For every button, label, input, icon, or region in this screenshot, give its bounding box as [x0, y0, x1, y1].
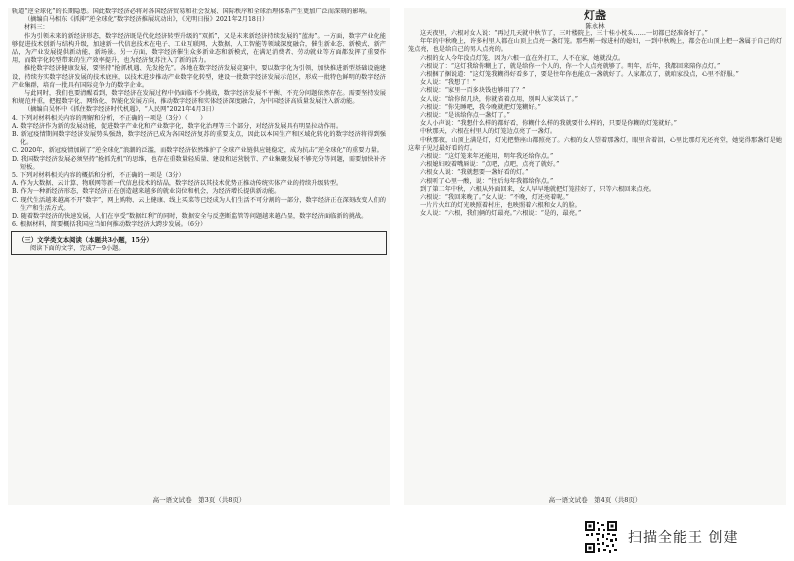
question-4: 4. 下列对材料相关内容的理解和分析，不正确的一项是（3分）（ ）	[12, 114, 207, 122]
question-5: 5. 下列对材料相关内容的概括和分析，不正确的一项是（3分）	[12, 172, 185, 180]
story-title: 灯盏	[584, 9, 606, 22]
exam-page-right	[404, 8, 786, 505]
story-body	[404, 30, 786, 219]
story-paragraph: 一片片火红的灯光映照着村庄，也映照着六根和女人的脸。	[420, 202, 581, 210]
source-citation-2: （摘编自吴怀中《抓住数字经济时代机遇》，“人民网”2021年4月3日）	[24, 106, 218, 114]
material3-paragraph-2: 推抡数字经济健康发展，要坚持“抢抓机遇、先发抢先”。各地在数字经济发展竞赛中，要以数字化为引领，加快推进新型基础设施建设，持续夯实数字经济发展的技术底座，以技术进步推动产业数字化转型，建设一批数字经济发展示范区，形成一批特色鲜明的数字经济产业集群，培育一批具有国际竞争力的数字企业。	[12, 65, 386, 89]
story-paragraph: 六根的女人今年没点灯笼，因为六根一直在外打工，人不在家，她就没点。	[420, 54, 625, 62]
story-paragraph: 女人说：“六根，我们俩的灯最亮。”六根说：“是的，最亮。”	[420, 210, 582, 218]
material3-heading: 材料三：	[24, 24, 49, 32]
question-6: 6. 根据材料，简要概括我国应当如何推动数字经济大跨步发展。（6分）	[12, 221, 207, 229]
story-paragraph: 女人小声说：“我想什么样的都好看，你糊什么样的我就要什么样的，只要是你糊的灯笼就好。”	[420, 120, 677, 128]
story-paragraph: 六根捆了捆说道：“这灯笼我糊得好看多了，要是往年你也能点一盏就好了。人家都点了，就咱家没点，心里不舒服。”	[420, 71, 739, 79]
section3-heading: （三）文学类文本阅读（本题共3小题，15分）	[18, 236, 153, 245]
story-paragraph: 六根说：“这灯笼来年还能用，明年我还给你点。”	[420, 153, 554, 161]
exam-page-left	[8, 8, 390, 505]
story-paragraph: 六根女人说：“我就想要一盏好看的灯。”	[420, 169, 529, 177]
story-paragraph: 六根媳妇咬着嘴唇说：“点吧，点吧，点亮了就好。”	[420, 161, 560, 169]
story-paragraph: 到了第二年中秋，六根从外面回来，女人早早地就把灯笼挂好了，只等六根回来点亮。	[420, 185, 656, 193]
q4-option-b: B. 新冠疫情期间数字经济发展势头强劲，数字经济已成为各国经济复苏的重要支点，因此以本国生产和区域化转化的数字经济将得到强化。	[12, 131, 386, 147]
q5-option-a: A. 作为大数据、云计算、物联网等新一代信息技术的结晶，数字经济以其技术优势正推动传统实体产业的持续升级转型。	[12, 180, 343, 188]
story-paragraph: 这天夜里，六根对女人说：“再过几天就中秋节了，三叶楼院上，三十桂小枕头……一切都已经准备好了。”	[420, 30, 708, 37]
q5-option-b: B. 作为一种新经济形态，数字经济正在创造越来越多的就业岗位和机会，为经济增长提供新动能。	[12, 188, 281, 196]
section3-box	[11, 231, 387, 254]
scanner-watermark	[584, 520, 738, 554]
story-paragraph: 六根听了心里一酸，说：“往后每年我都给你点。”	[420, 177, 554, 185]
story-paragraph: 女人说：“给你留几块，你就省着点用，别叫人家笑话了。”	[420, 95, 578, 103]
q5-option-c: C. 现代生活越来越离不开“数字”，网上购物、云上健康、线上买菜等已经成为人们生活不可分割的一部分，数字经济正在深刻改变人们的生产和生活方式。	[12, 196, 386, 212]
source-citation-1: （摘编自马相东《抓抑“逆全球化”数字经济推展坑动出》，《光明日报》2021年2月18日）	[24, 16, 269, 24]
story-author: 陈永林	[585, 22, 605, 30]
page-footer-left: 高一语文试卷 第3页（共8页）	[152, 496, 246, 504]
scanner-app-label: 扫描全能王 创建	[628, 530, 739, 546]
material3-paragraph-3: 与此同时，我们也要清醒看到，数字经济在发展过程中仍面临不少挑战，数字经济发展不平衡、不充分问题依然存在。需要坚持发展和规范并重，把握数字化、网络化、智能化发展方向，推动数字经济和实体经济深度融合，为中国经济高质量发展注入新动能。	[12, 90, 386, 106]
qr-code-icon	[584, 520, 618, 554]
story-paragraph: 六根说了：“这灯我给你糊上了，就是给你一个人的，你一个人点亮就够了。明年，后年，我都回来陪你点灯。”	[420, 62, 721, 70]
story-paragraph: 六根说：“是该给你点一盏灯了。”	[420, 112, 510, 120]
story-paragraph: 女人说：“我想了！”	[420, 79, 476, 87]
page-footer-right: 高一语文试卷 第4页（共8页）	[548, 496, 642, 504]
q5-option-d: D. 随着数字经济的快速发展，人们在享受“数据红利”的同时，数据安全与反垄断监管等问题越来越凸显，数字经济面临新的挑战。	[12, 213, 368, 221]
story-paragraph: 六根说：“你先睡吧，我今晚就把灯笼糊好。”	[420, 103, 541, 111]
story-paragraph: 中秋那天，六根在村里人的灯笼边点亮了一盏灯。	[420, 128, 557, 136]
q4-option-a: A. 数字经济作为新的发展动能，促进数字产业化和产业数字化，数字化治理等三个部分，对经济发展具有明显拉动作用。	[12, 122, 343, 130]
story-paragraph: 六根说：“我回来晚了。”女人说：“不晚，灯还亮着呢。”	[420, 194, 569, 202]
story-paragraph: 六根说：“家里一百多块钱也够用了？”	[420, 87, 526, 95]
q4-option-c: C. 2020年，新冠疫情加剧了“逆全球化”浪潮的泛滥，而数字经济依然维护了全球产业链供应链稳定，成为抗击“逆全球化”的重要力量。	[12, 147, 383, 155]
intro-paragraph: 轨道“逆全球化”的长期隐患。国此数字经济必将对各国经济贸易和社会发展、国际秩序和全球治理体系产生更加广泛而深刻的影响。	[12, 8, 372, 15]
story-paragraph: 中秋那夜，山顶上满是灯，灯光把整座山都照亮了。六根的女人望着那盏灯，眼里含着泪，心里比那灯光还亮堂，她觉得那盏灯是她这辈子见过最好看的灯。	[408, 136, 782, 152]
q4-option-d: D. 我国数字经济发展必须坚持“抢抓先机”的思维，也存在重数量轻质量、建设和运营脱节、产业集聚发展不够充分等问题，需要加快补齐短板。	[12, 155, 386, 171]
section3-instruction: 阅读下面的文字，完成7～9小题。	[30, 244, 125, 252]
material3-paragraph-1: 作为引领未来的新经济形态，数字经济既是代化经济转型升级的“双抓”，又是未来新经济持续发展的“蓝海”。一方面，数字产业化能够促进技术创新与结构升级，加速新一代信息技术在电子、工业互联网、大数据、人工智能等领域深度融合，催生新业态、新模式、新产品，为产业发展提供新动能、新场景。另一方面，数字经济催生众多新业态和新模式，在满足消费者、劳动就业等方面都发挥了重要作用，而数字化转型带来的生产效率提升，也为经济复苏注入了新的活力。	[12, 32, 386, 65]
story-paragraph: 年年的中秋晚上，许多村里人都在山顶上点亮一盏灯笼。那些刚一嫁进村的媳妇，一到中秋晚上，都会在山顶上把一盏属于自己的灯笼点亮，也是给自己的男人点亮的。	[408, 38, 782, 54]
